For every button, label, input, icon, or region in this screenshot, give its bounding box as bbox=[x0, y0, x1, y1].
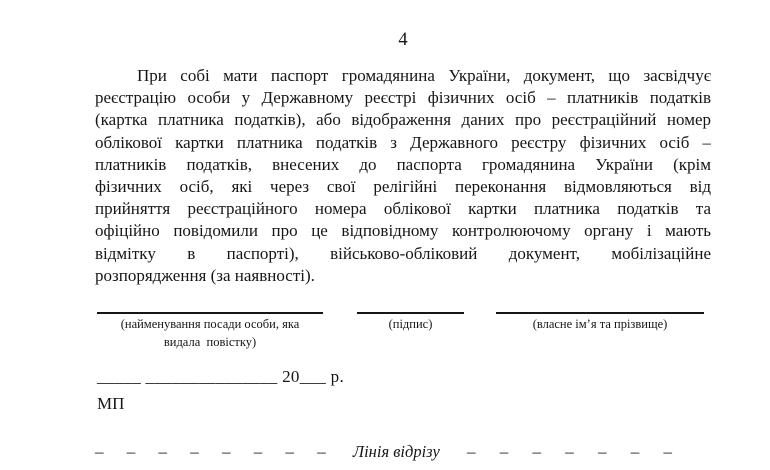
page-number: 4 bbox=[398, 30, 408, 50]
signature-field-position bbox=[97, 312, 323, 350]
cut-line-dashes-left: – – – – – – – – bbox=[95, 442, 326, 461]
paragraph-line: При собі мати паспорт громадянина України, документ, що засвідчує bbox=[137, 66, 711, 85]
signature-caption-position-line1: (найменування посади особи, яка bbox=[120, 317, 300, 331]
paragraph-line: офіційно повідомили про це відповідному контролюючому органу і мають bbox=[95, 221, 711, 241]
seal-label: МП bbox=[97, 394, 125, 413]
signature-caption-position-line2: видала повістку) bbox=[163, 335, 257, 349]
paragraph-line: розпорядження (за наявності). bbox=[95, 265, 315, 285]
signature-caption-signature: (підпис) bbox=[388, 317, 433, 331]
signature-caption-name: (власне ім’я та прізвище) bbox=[532, 317, 668, 331]
paragraph-line: (картка платника податків), або відображення даних про реєстраційний номер bbox=[95, 110, 711, 130]
paragraph-line: прийняття реєстраційного номера облікової картки платника податків та bbox=[95, 199, 711, 219]
paragraph-line: фізичних осіб, які через свої релігійні переконання відмовляються від bbox=[95, 176, 711, 196]
paragraph-line: платників податків, внесених до паспорта громадянина України (крім bbox=[95, 154, 711, 174]
cut-line bbox=[95, 441, 672, 463]
paragraph-line: реєстрацію особи у Державному реєстрі фізичних осіб – платників податків bbox=[95, 88, 711, 108]
cut-line-dashes-right: – – – – – – – bbox=[467, 442, 672, 461]
paragraph-line: відмітку в паспорті), військово-обліковий документ, мобілізаційне bbox=[95, 243, 711, 263]
cut-line-label: Лінія відрізу bbox=[352, 442, 440, 461]
body-paragraph bbox=[95, 65, 711, 287]
signature-field-signature bbox=[357, 312, 464, 332]
paragraph-line: облікової картки платника податків з Державного реєстру фізичних осіб – bbox=[95, 132, 711, 152]
date-line: _____ _______________ 20___ р. bbox=[97, 367, 344, 386]
signature-field-name bbox=[496, 312, 704, 332]
